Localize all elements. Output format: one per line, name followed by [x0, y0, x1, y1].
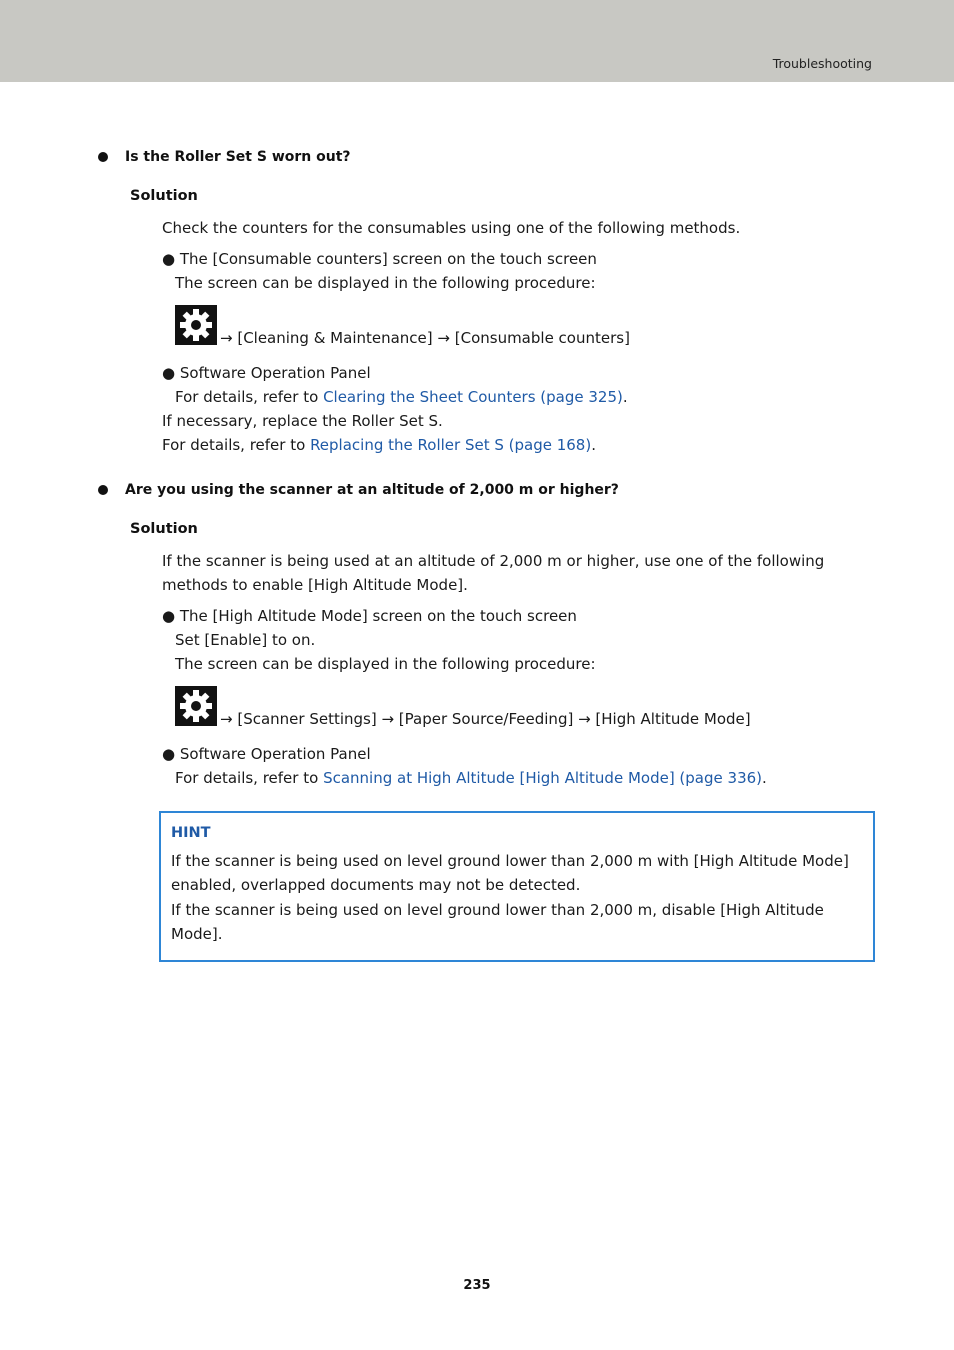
menu-path: → [Cleaning & Maintenance] → [Consumable counters]	[220, 329, 630, 347]
page-number: 235	[463, 1278, 491, 1293]
solution-intro-continued: methods to enable [High Altitude Mode].	[162, 576, 468, 594]
hint-text-line: Mode].	[171, 925, 223, 943]
method-touch-screen: ● The [Consumable counters] screen on the touch screen	[162, 250, 597, 268]
gear-icon	[175, 305, 217, 345]
solution-heading: Solution	[130, 188, 198, 204]
question-altitude: Are you using the scanner at an altitude of 2,000 m or higher?	[125, 482, 619, 498]
hint-text-line: If the scanner is being used on level ground lower than 2,000 m with [High Altitude Mode]	[171, 852, 849, 870]
method-description: The screen can be displayed in the following procedure:	[175, 274, 596, 292]
question-bullet	[98, 152, 108, 162]
question-bullet	[98, 485, 108, 495]
hint-text-line: enabled, overlapped documents may not be detected.	[171, 876, 581, 894]
reference-prefix: For details, refer to	[175, 388, 324, 406]
link-replacing-roller-set[interactable]: Replacing the Roller Set S (page 168)	[310, 436, 592, 454]
hint-title: HINT	[171, 825, 211, 841]
link-high-altitude-mode[interactable]: Scanning at High Altitude [High Altitude Mode] (page 336)	[323, 769, 763, 787]
link-clearing-sheet-counters[interactable]: Clearing the Sheet Counters (page 325)	[323, 388, 623, 406]
hint-box	[159, 811, 875, 962]
gear-icon	[175, 686, 217, 726]
solution-heading: Solution	[130, 521, 198, 537]
reference-suffix: .	[762, 769, 767, 787]
method-software-panel: ● Software Operation Panel	[162, 745, 371, 763]
method-title: The [High Altitude Mode] screen on the touch screen	[179, 607, 577, 625]
reference-suffix: .	[591, 436, 596, 454]
reference-suffix: .	[622, 388, 628, 406]
reference-line	[175, 769, 767, 787]
hint-text-line: If the scanner is being used on level ground lower than 2,000 m, disable [High Altitude	[171, 901, 824, 919]
method-setting: Set [Enable] to on.	[175, 631, 316, 649]
reference-prefix: For details, refer to	[175, 769, 324, 787]
question-roller-set: Is the Roller Set S worn out?	[125, 149, 351, 165]
replace-reference	[162, 436, 596, 454]
method-title: Software Operation Panel	[179, 364, 371, 382]
solution-intro: Check the counters for the consumables using one of the following methods.	[162, 219, 741, 237]
replace-instruction: If necessary, replace the Roller Set S.	[162, 412, 443, 430]
method-description: The screen can be displayed in the following procedure:	[175, 655, 596, 673]
page-header-band	[0, 0, 954, 82]
method-title: Software Operation Panel	[179, 745, 371, 763]
reference-line	[175, 388, 628, 406]
section-title: Troubleshooting	[772, 56, 872, 71]
method-touch-screen: ● The [High Altitude Mode] screen on the touch screen	[162, 607, 577, 625]
method-title: The [Consumable counters] screen on the touch screen	[179, 250, 597, 268]
reference-prefix: For details, refer to	[162, 436, 311, 454]
menu-path: → [Scanner Settings] → [Paper Source/Feeding] → [High Altitude Mode]	[220, 710, 751, 728]
solution-intro: If the scanner is being used at an altitude of 2,000 m or higher, use one of the following	[162, 552, 825, 570]
method-software-panel: ● Software Operation Panel	[162, 364, 371, 382]
